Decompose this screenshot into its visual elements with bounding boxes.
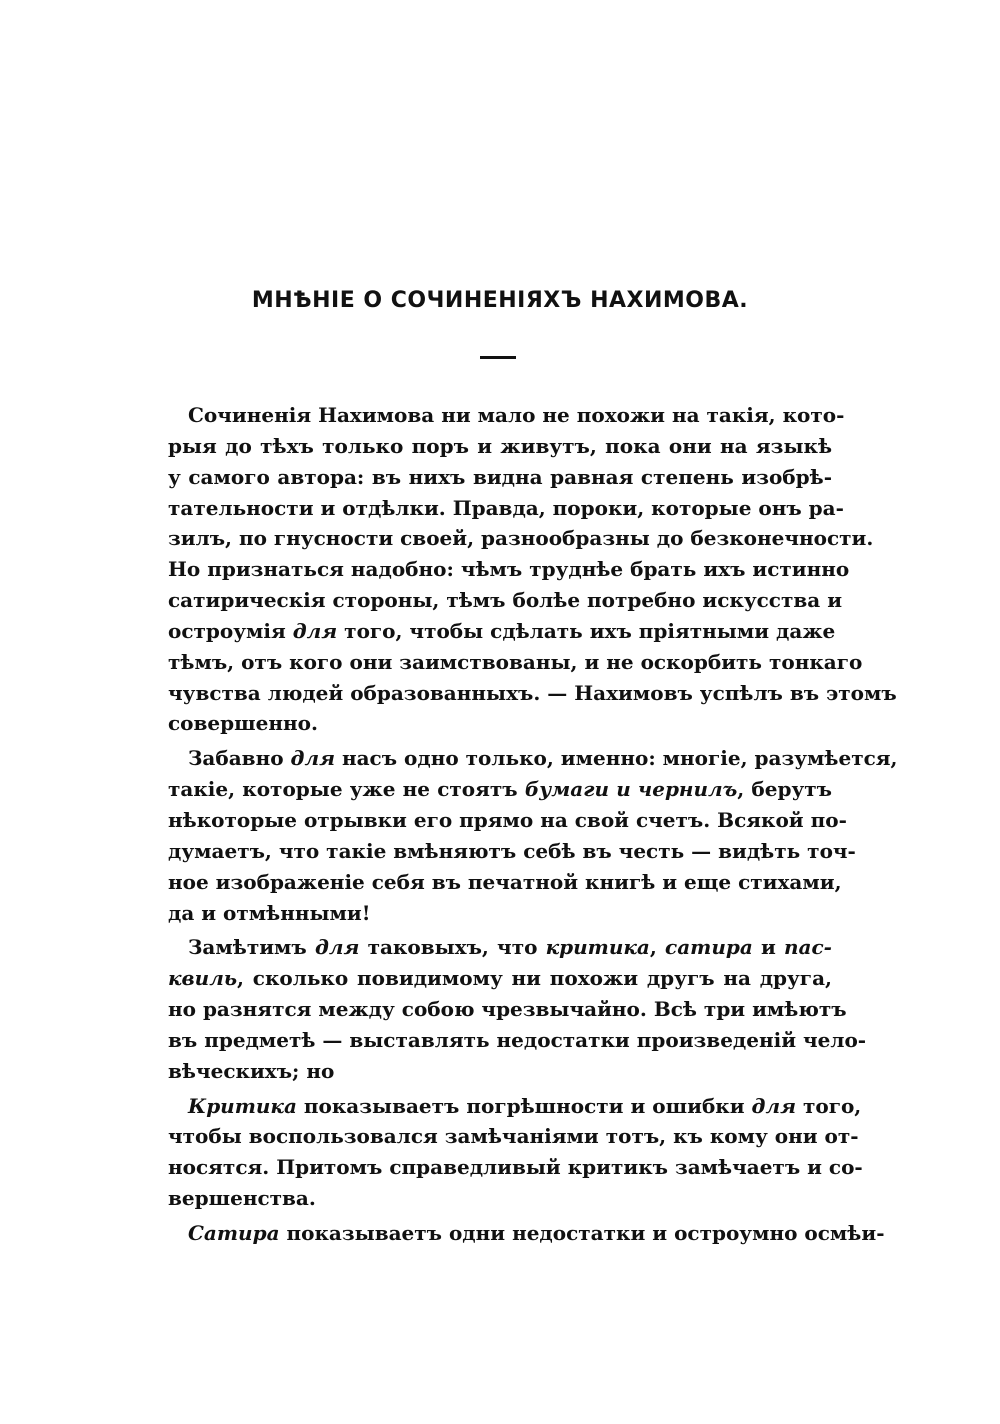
text-line — [168, 400, 845, 431]
text-line — [168, 994, 847, 1025]
text-line — [168, 898, 832, 929]
text-line — [168, 431, 832, 462]
text-run: таковыхъ, что — [359, 935, 546, 960]
text-line — [168, 1152, 863, 1183]
text-line — [168, 708, 832, 739]
text-line — [168, 678, 897, 709]
text-run: насъ одно только, именно: многіе, разумѣется, — [335, 746, 898, 771]
italic-text: сатира — [665, 935, 753, 960]
text-line — [168, 462, 832, 493]
italic-text: бумаги и чернилъ — [524, 777, 738, 802]
text-line — [168, 1056, 832, 1087]
italic-text: для — [751, 1093, 796, 1118]
text-run: , берутъ — [737, 777, 832, 802]
text-line — [168, 523, 874, 554]
text-line — [168, 743, 898, 774]
text-run: нѣкоторые отрывки его прямо на свой счетъ. Всякой по- — [168, 807, 847, 832]
text-line — [168, 867, 842, 898]
text-run: совершенно. — [168, 711, 318, 736]
text-run: такіе, которые уже не стоятъ — [168, 777, 525, 802]
page-title: МНѢНІЕ О СОЧИНЕНІЯХЪ НАХИМОВА. — [251, 288, 749, 313]
text-run: тательности и отдѣлки. Правда, пороки, которые онъ ра- — [168, 495, 844, 520]
text-run: того, — [796, 1093, 862, 1118]
text-line — [168, 493, 844, 524]
italic-text: для — [314, 935, 360, 960]
text-run: и — [752, 935, 784, 960]
body-text — [168, 400, 898, 1249]
paragraph — [168, 400, 897, 739]
paragraph — [168, 1218, 885, 1249]
text-line — [168, 1025, 867, 1056]
text-line — [168, 805, 847, 836]
text-line — [168, 774, 832, 805]
text-run: носятся. Притомъ справедливый критикъ замѣчаетъ и со- — [168, 1155, 863, 1180]
text-run: вѣческихъ; но — [168, 1058, 335, 1083]
text-line — [168, 963, 832, 994]
italic-text: для — [290, 746, 335, 771]
text-run: тѣмъ, отъ кого они заимствованы, и не оскорбить тонкаго — [168, 649, 863, 674]
text-run: да и отмѣнными! — [168, 900, 371, 925]
text-run: чувства людей образованныхъ. — Нахимовъ успѣлъ въ этомъ — [168, 680, 897, 705]
title-divider — [480, 356, 516, 359]
text-run: , сколько повидимому ни похожи другъ на друга, — [237, 966, 832, 991]
italic-text: Критика — [188, 1093, 297, 1118]
text-line — [168, 1121, 859, 1152]
italic-text: квиль — [168, 966, 238, 991]
text-run: Но признаться надобно: чѣмъ труднѣе брать ихъ истинно — [168, 557, 850, 582]
text-run: сатирическія стороны, тѣмъ болѣе потребно искусства и — [168, 588, 843, 613]
text-run: у самого автора: въ нихъ видна равная степень изобрѣ- — [168, 464, 832, 489]
paragraph — [168, 1091, 863, 1214]
text-run: Сочиненія Нахимова ни мало не похожи на такія, кото- — [188, 403, 845, 427]
text-line — [168, 836, 856, 867]
text-run: вершенства. — [168, 1186, 316, 1211]
text-run: но разнятся между собою чрезвычайно. Всѣ три имѣютъ — [168, 997, 847, 1022]
italic-text: для — [292, 618, 338, 643]
text-run: зилъ, по гнусности своей, разнообразны до безконечности. — [168, 526, 874, 551]
text-run: показываетъ одни недостатки и остроумно осмѣи- — [279, 1220, 885, 1245]
text-line — [168, 1091, 862, 1122]
text-run: въ предметѣ — выставлять недостатки произведеній чело- — [168, 1027, 867, 1052]
text-run: остроумія — [168, 618, 293, 643]
text-run: , — [649, 935, 666, 960]
italic-text: Сатира — [188, 1220, 280, 1245]
text-run: того, чтобы сдѣлать ихъ пріятными даже — [337, 618, 836, 643]
text-line — [168, 932, 832, 963]
text-line — [168, 1218, 885, 1249]
text-run: рыя до тѣхъ только поръ и живутъ, пока они на языкѣ — [168, 433, 832, 458]
text-line — [168, 616, 836, 647]
text-run: Забавно — [188, 746, 291, 771]
paragraph — [168, 743, 898, 928]
italic-text: критика — [545, 935, 650, 960]
text-run: думаетъ, что такіе вмѣняютъ себѣ въ честь — видѣть точ- — [168, 838, 856, 863]
text-run: чтобы воспользовался замѣчаніями тотъ, къ кому они от- — [168, 1124, 859, 1149]
paragraph — [168, 932, 867, 1086]
text-run: ное изображеніе себя въ печатной книгѣ и еще стихами, — [168, 869, 842, 894]
text-run: Замѣтимъ — [188, 935, 315, 960]
text-run: показываетъ погрѣшности и ошибки — [296, 1093, 752, 1118]
text-line — [168, 647, 863, 678]
text-line — [168, 1183, 832, 1214]
text-line — [168, 554, 850, 585]
italic-text: пас- — [784, 935, 832, 960]
text-line — [168, 585, 843, 616]
